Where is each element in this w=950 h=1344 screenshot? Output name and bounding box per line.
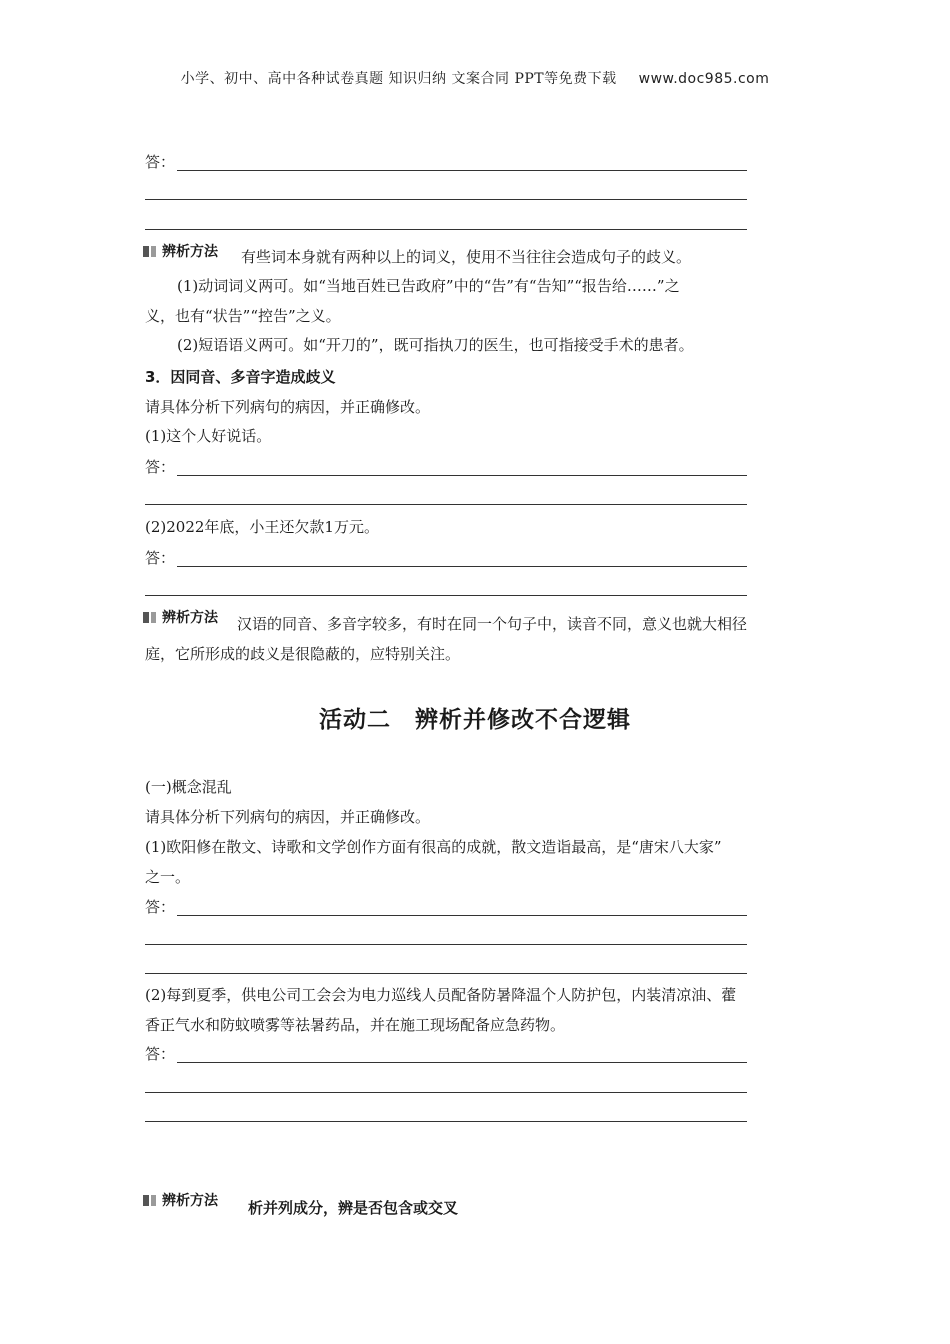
question: (2)每到夏季，供电公司工会会为电力巡线人员配备防暑降温个人防护包，内装清凉油、藿 [145,986,737,1004]
badge-square-icon [143,612,149,623]
question: 香正气水和防蚊喷雾等祛暑药品，并在施工现场配备应急药物。 [145,1016,566,1034]
badge-square-icon [143,1195,149,1206]
section-title: 3．因同音、多音字造成歧义 [145,368,336,386]
badge-square-icon [143,246,149,257]
answer-line[interactable] [145,1121,747,1122]
answer-line[interactable] [145,973,747,974]
header-site: www.doc985.com [638,71,770,87]
method-text: 有些词本身就有两种以上的词义，使用不当往往会造成句子的歧义。 [241,248,692,266]
method-text: 析并列成分，辨是否包含或交叉 [248,1199,459,1217]
badge-square-icon [151,246,156,257]
answer-line[interactable] [177,170,747,171]
question: (2)2022年底，小王还欠款1万元。 [145,518,379,536]
subsection-title: (一)概念混乱 [145,778,232,796]
paragraph: (1)动词词义两可。如“当地百姓已告政府”中的“告”有“告知”“报告给……”之 [177,277,680,295]
answer-line[interactable] [145,944,747,945]
answer-line[interactable] [177,915,747,916]
question: 之一。 [145,868,191,886]
page-header [0,68,950,88]
answer-label: 答： [145,153,176,171]
badge-square-icon [151,612,156,623]
instruction: 请具体分析下列病句的病因，并正确修改。 [145,398,431,416]
answer-label: 答： [145,898,176,916]
question: (1)这个人好说话。 [145,427,272,445]
paragraph: 义，也有“状告”“控告”之义。 [145,307,341,325]
method-text: 庭，它所形成的歧义是很隐蔽的，应特别关注。 [145,645,461,663]
method-badge [143,609,218,627]
method-badge [143,243,218,261]
answer-line[interactable] [145,595,747,596]
paragraph: (2)短语语义两可。如“开刀的”，既可指执刀的医生，也可指接受手术的患者。 [177,336,694,354]
method-badge [143,1192,218,1210]
answer-line[interactable] [177,1062,747,1063]
answer-label: 答： [145,549,176,567]
answer-line[interactable] [177,566,747,567]
header-text: 小学、初中、高中各种试卷真题 知识归纳 文案合同 PPT等免费下载 [180,71,617,87]
answer-line[interactable] [145,199,747,200]
method-label: 辨析方法 [162,1193,218,1209]
activity-heading: 活动二 辨析并修改不合逻辑 [319,707,631,733]
answer-label: 答： [145,1045,176,1063]
question: (1)欧阳修在散文、诗歌和文学创作方面有很高的成就，散文造诣最高，是“唐宋八大家” [145,838,722,856]
answer-line[interactable] [177,475,747,476]
method-label: 辨析方法 [162,610,218,626]
badge-square-icon [151,1195,156,1206]
answer-line[interactable] [145,504,747,505]
method-label: 辨析方法 [162,244,218,260]
answer-line[interactable] [145,1092,747,1093]
answer-label: 答： [145,458,176,476]
answer-line[interactable] [145,229,747,230]
method-text: 汉语的同音、多音字较多，有时在同一个句子中，读音不同，意义也就大相径 [237,615,748,633]
instruction: 请具体分析下列病句的病因，并正确修改。 [145,808,431,826]
